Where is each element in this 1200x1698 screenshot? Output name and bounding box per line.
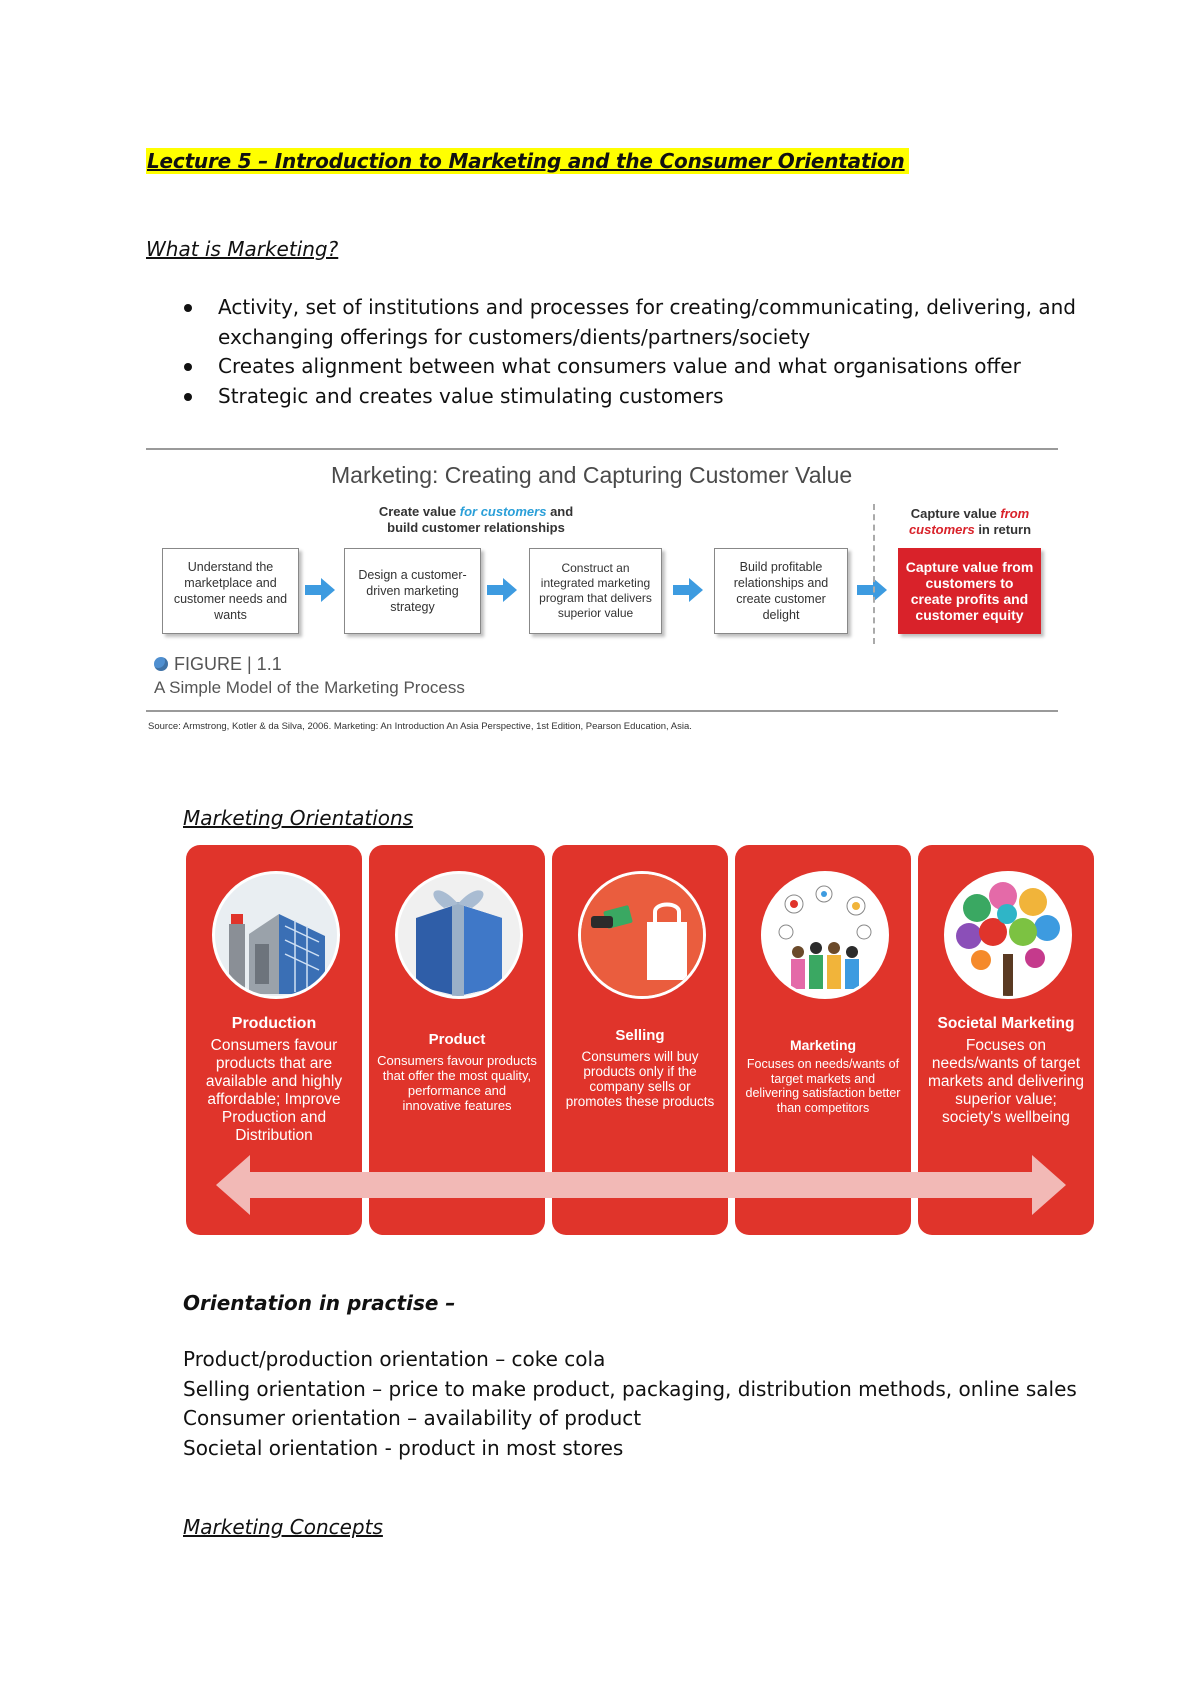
orientation-title: Marketing (789, 1037, 857, 1053)
bullet-dot-icon (184, 393, 192, 401)
process-step-construct: Construct an integrated marketing program that delivers superior value (529, 548, 662, 634)
practice-line: Selling orientation – price to make product, packaging, distribution methods, online sales (183, 1376, 1077, 1401)
what-is-marketing-heading: What is Marketing? (146, 237, 339, 261)
gift-box-icon (395, 871, 523, 999)
lecture-title: Lecture 5 – Introduction to Marketing and the Consumer Orientation (146, 148, 909, 174)
orientation-in-practise-heading: Orientation in practise – (183, 1291, 456, 1315)
bullet-item: Strategic and creates value stimulating customers (180, 382, 1080, 412)
bullet-dot-icon (184, 304, 192, 312)
right-arrow-icon (305, 578, 335, 602)
right-arrow-icon (857, 578, 887, 602)
bullet-item: Creates alignment between what consumers value and what organisations offer (180, 352, 1080, 382)
process-step-build: Build profitable relationships and create customer delight (714, 548, 848, 634)
shopping-bag-icon (578, 871, 706, 999)
orientation-description: Consumers will buy products only if the company sells or promotes these products (565, 1049, 715, 1109)
orientation-description: Consumers favour products that offer the most quality, performance and innovative features (377, 1053, 537, 1113)
orientation-title: Production (231, 1015, 317, 1032)
figure-dashed-divider (873, 504, 875, 644)
figure-source: Source: Armstrong, Kotler & da Silva, 2006. Marketing: An Introduction An Asia Perspective, 1st Edition, Pearson Education, Asia. (148, 721, 692, 732)
figure-top-rule (146, 448, 1058, 450)
figure-label: FIGURE | 1.1 (154, 654, 282, 675)
factory-icon (212, 871, 340, 999)
orientation-description: Focuses on needs/wants of target markets and delivering superior value; society's wellbeing (928, 1037, 1084, 1126)
process-step-design: Design a customer-driven marketing strategy (344, 548, 481, 634)
people-thinking-icon (761, 871, 889, 999)
orientation-title: Societal Marketing (937, 1015, 1075, 1032)
figure-bottom-rule (146, 710, 1058, 712)
tree-icon (944, 871, 1072, 999)
process-step-understand: Understand the marketplace and customer needs and wants (162, 548, 299, 634)
capture-value-subtitle: Capture value from customers in return (908, 506, 1032, 537)
orientation-title: Product (428, 1031, 486, 1048)
bullet-item-continuation: exchanging offerings for customers/dients/partners/society (218, 324, 811, 349)
practice-line: Societal orientation - product in most stores (183, 1435, 624, 1460)
right-arrow-icon (673, 578, 703, 602)
practice-line: Product/production orientation – coke cola (183, 1347, 606, 1371)
orientation-title: Selling (615, 1027, 665, 1044)
bullet-dot-icon (184, 363, 192, 371)
marketing-orientations-heading: Marketing Orientations (183, 806, 414, 830)
orientation-in-practise-list (183, 1345, 1077, 1463)
figure-caption: A Simple Model of the Marketing Process (154, 678, 465, 697)
figure-bullet-icon (154, 657, 168, 671)
practice-line: Consumer orientation – availability of product (183, 1406, 642, 1430)
bullet-item: Activity, set of institutions and processes for creating/communicating, delivering, and (180, 293, 1080, 323)
marketing-orientations-diagram (186, 845, 1094, 1235)
process-step-capture: Capture value from customers to create profits and customer equity (898, 548, 1041, 634)
double-arrow-icon (216, 1155, 1066, 1215)
orientation-description: Consumers favour products that are available and highly affordable; Improve Production and Distribution (205, 1037, 343, 1144)
marketing-bullet-list (180, 293, 1080, 411)
create-value-subtitle: Create value for customers and build customer relationships (378, 504, 574, 535)
figure-title: Marketing: Creating and Capturing Customer Value (331, 462, 853, 488)
orientation-description: Focuses on needs/wants of target markets and delivering satisfaction better than competitors (745, 1057, 901, 1115)
right-arrow-icon (487, 578, 517, 602)
marketing-concepts-heading: Marketing Concepts (183, 1515, 383, 1539)
marketing-process-figure (146, 448, 1058, 748)
